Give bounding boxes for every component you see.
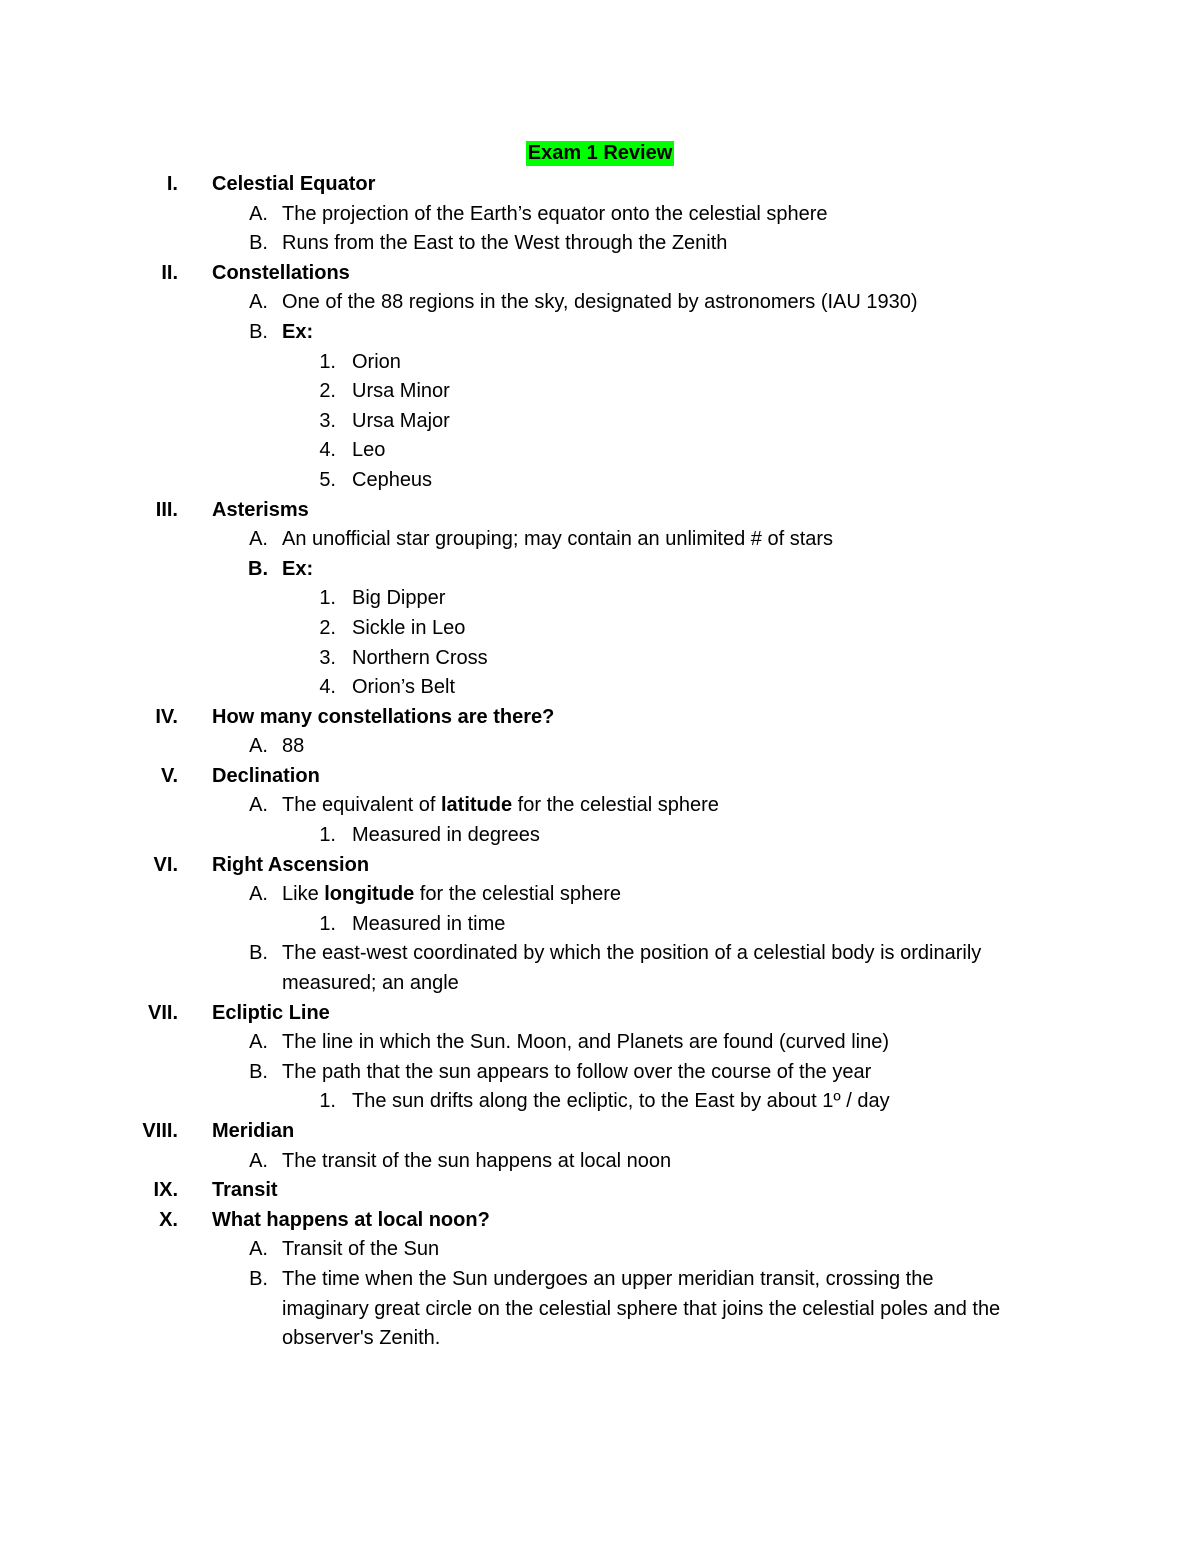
outline-item	[0, 880, 1200, 910]
outline-item	[0, 939, 1200, 969]
item-text: Northern Cross	[352, 646, 488, 669]
list-marker: A.	[249, 291, 268, 314]
list-marker: VI.	[153, 853, 178, 876]
outline-item	[0, 732, 1200, 762]
item-text: Big Dipper	[352, 587, 446, 610]
item-text: The projection of the Earth’s equator onto the celestial sphere	[282, 202, 828, 225]
continuation-line	[0, 969, 1200, 999]
list-marker: B.	[249, 232, 268, 255]
outline-item	[0, 466, 1200, 496]
outline-item	[0, 1265, 1200, 1295]
section-heading	[0, 703, 1200, 733]
outline-item	[0, 525, 1200, 555]
item-text: Orion	[352, 350, 401, 373]
list-marker: IV.	[155, 705, 178, 728]
outline-item	[0, 1235, 1200, 1265]
outline-item	[0, 644, 1200, 674]
list-marker: 2.	[319, 380, 336, 403]
list-marker: A.	[249, 202, 268, 225]
list-marker: II.	[161, 261, 178, 284]
list-marker: X.	[159, 1208, 178, 1231]
outline-item	[0, 377, 1200, 407]
item-text: Runs from the East to the West through the Zenith	[282, 232, 728, 255]
item-text	[282, 791, 719, 821]
item-text: The line in which the Sun. Moon, and Planets are found (curved line)	[282, 1031, 890, 1054]
list-marker: A.	[249, 883, 268, 906]
outline-item	[0, 436, 1200, 466]
item-text: An unofficial star grouping; may contain an unlimited # of stars	[282, 528, 834, 551]
section-heading	[0, 1176, 1200, 1206]
list-marker: 1.	[319, 824, 336, 847]
outline-item	[0, 288, 1200, 318]
section-heading	[0, 762, 1200, 792]
item-text: Transit of the Sun	[282, 1238, 440, 1261]
item-text: Sickle in Leo	[352, 616, 466, 639]
item-text: Leo	[352, 439, 386, 462]
item-text: 88	[282, 735, 305, 758]
list-marker: B.	[248, 557, 268, 580]
item-text-bold-term: longitude	[324, 883, 415, 906]
list-marker: VIII.	[142, 1120, 178, 1142]
item-text: Celestial Equator	[212, 173, 376, 195]
document-title: Exam 1 Review	[527, 142, 673, 164]
item-text: The sun drifts along the ecliptic, to the East by about 1º / day	[352, 1090, 890, 1113]
item-text-pre: The equivalent of	[282, 794, 441, 817]
list-marker: 4.	[319, 439, 336, 462]
item-text: What happens at local noon?	[212, 1208, 490, 1231]
item-text	[282, 880, 621, 910]
review-outline	[0, 170, 1200, 1354]
list-marker: A.	[249, 794, 268, 817]
item-text: Orion’s Belt	[352, 676, 456, 699]
list-marker: V.	[160, 764, 178, 787]
item-text: observer's Zenith.	[282, 1327, 441, 1350]
outline-item	[0, 229, 1200, 259]
continuation-line	[0, 1324, 1200, 1354]
section-heading	[0, 170, 1200, 200]
list-marker: 1.	[319, 350, 336, 373]
item-text: How many constellations are there?	[212, 705, 555, 728]
item-text: One of the 88 regions in the sky, designated by astronomers (IAU 1930)	[282, 291, 918, 314]
item-text: The path that the sun appears to follow over the course of the year	[282, 1060, 872, 1083]
item-text: Measured in time	[352, 912, 506, 935]
list-marker: 1.	[319, 587, 336, 610]
list-marker: A.	[249, 1238, 268, 1261]
list-marker: A.	[249, 528, 268, 551]
list-marker: 2.	[319, 616, 336, 639]
outline-item	[0, 318, 1200, 348]
item-text: Declination	[212, 764, 320, 787]
outline-item	[0, 1028, 1200, 1058]
list-marker: A.	[249, 1031, 268, 1054]
outline-item	[0, 791, 1200, 821]
section-heading	[0, 259, 1200, 289]
outline-item	[0, 584, 1200, 614]
outline-item	[0, 407, 1200, 437]
item-text: Ex:	[282, 557, 314, 580]
outline-item	[0, 555, 1200, 585]
list-marker: 1.	[319, 912, 336, 935]
title-row	[0, 140, 1200, 166]
item-text: Transit	[212, 1179, 278, 1202]
item-text-post: for the celestial sphere	[414, 883, 622, 906]
item-text: Ecliptic Line	[212, 1001, 330, 1024]
list-marker: VII.	[147, 1001, 178, 1024]
item-text: The east-west coordinated by which the position of a celestial body is ordinarily	[282, 942, 982, 965]
item-text: Measured in degrees	[352, 824, 540, 847]
list-marker: III.	[155, 498, 178, 521]
section-heading	[0, 999, 1200, 1029]
item-text: imaginary great circle on the celestial sphere that joins the celestial poles and the	[282, 1297, 1001, 1320]
item-text: Ex:	[282, 320, 314, 343]
list-marker: A.	[249, 735, 268, 758]
list-marker: B.	[249, 1267, 268, 1290]
outline-item	[0, 910, 1200, 940]
item-text-post: for the celestial sphere	[512, 794, 719, 817]
outline-item	[0, 821, 1200, 851]
list-marker: I.	[166, 173, 178, 195]
item-text: The time when the Sun undergoes an upper meridian transit, crossing the	[282, 1267, 934, 1290]
list-marker: 4.	[319, 676, 336, 699]
item-text-pre: Like	[282, 883, 325, 906]
outline-item	[0, 614, 1200, 644]
outline-item	[0, 673, 1200, 703]
list-marker: 3.	[319, 646, 336, 669]
section-heading	[0, 496, 1200, 526]
item-text: Asterisms	[212, 498, 309, 521]
list-marker: 1.	[319, 1090, 336, 1113]
outline-item	[0, 1087, 1200, 1117]
list-marker: B.	[249, 942, 268, 965]
section-heading	[0, 1206, 1200, 1236]
item-text: Constellations	[212, 261, 350, 284]
item-text: Ursa Major	[352, 409, 450, 432]
item-text: The transit of the sun happens at local noon	[282, 1149, 672, 1172]
item-text: Cepheus	[352, 468, 433, 491]
list-marker: B.	[249, 1060, 268, 1083]
item-text: Right Ascension	[212, 853, 370, 876]
list-marker: 3.	[319, 409, 336, 432]
outline-item	[0, 1147, 1200, 1177]
list-marker: IX.	[153, 1179, 178, 1202]
list-marker: A.	[249, 1149, 268, 1172]
list-marker: 5.	[319, 468, 336, 491]
section-heading	[0, 851, 1200, 881]
section-heading	[0, 1117, 1200, 1147]
list-marker: B.	[249, 320, 268, 343]
item-text: measured; an angle	[282, 972, 459, 995]
item-text-bold-term: latitude	[441, 794, 513, 817]
item-text: Ursa Minor	[352, 380, 450, 403]
outline-item	[0, 348, 1200, 378]
outline-item	[0, 200, 1200, 230]
outline-item	[0, 1058, 1200, 1088]
continuation-line	[0, 1295, 1200, 1325]
item-text: Meridian	[212, 1120, 295, 1142]
